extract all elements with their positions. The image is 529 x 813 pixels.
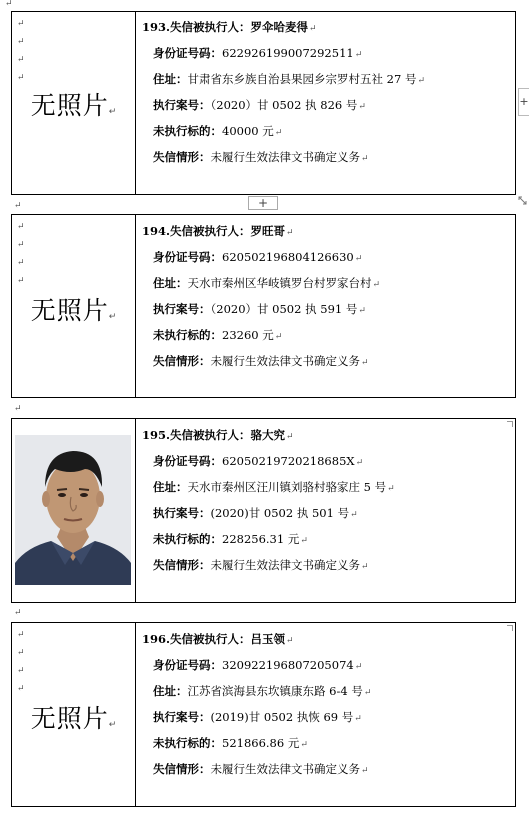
id-number: 身份证号码：62050219720218685X↵ [153, 454, 364, 468]
cell-corner-marker [507, 625, 513, 631]
insert-row-button[interactable]: + [248, 196, 278, 210]
photo-cell[interactable] [12, 623, 136, 806]
record-table-193 [11, 11, 516, 195]
info-cell[interactable] [136, 419, 515, 602]
table-resize-handle-icon[interactable] [518, 196, 527, 205]
paragraph-mark: ↵ [17, 240, 25, 250]
address: 住址：天水市秦州区华岐镇罗台村罗家台村↵ [153, 276, 381, 290]
photo-cell[interactable] [12, 215, 136, 397]
photo-cell[interactable] [12, 419, 136, 602]
info-cell[interactable] [136, 12, 515, 194]
paragraph-mark: ↵ [14, 608, 22, 618]
paragraph-mark: ↵ [17, 222, 25, 232]
info-cell[interactable] [136, 623, 515, 806]
dishonesty-situation: 失信情形：未履行生效法律文书确定义务↵ [153, 354, 369, 368]
paragraph-mark: ↵ [17, 37, 25, 47]
paragraph-mark: ↵ [14, 404, 22, 414]
paragraph-mark: ↵ [17, 276, 25, 286]
record-table-194 [11, 214, 516, 398]
dishonesty-situation: 失信情形：未履行生效法律文书确定义务↵ [153, 150, 369, 164]
paragraph-mark: ↵ [14, 201, 22, 211]
unexecuted-amount: 未执行标的：228256.31 元↵ [153, 532, 308, 546]
case-number: 执行案号：（2020）甘 0502 执 826 号↵ [153, 98, 366, 112]
photo-cell[interactable] [12, 12, 136, 194]
paragraph-mark: ↵ [5, 0, 13, 9]
debtor-title: 194.失信被执行人：罗旺哥↵ [142, 224, 294, 238]
cell-corner-marker [507, 421, 513, 427]
id-number: 身份证号码：622926199007292511↵ [153, 46, 363, 60]
address: 住址：天水市秦州区汪川镇刘骆村骆家庄 5 号↵ [153, 480, 395, 494]
address: 住址：甘肃省东乡族自治县果园乡宗罗村五社 27 号↵ [153, 72, 425, 86]
add-column-button[interactable]: + [518, 88, 529, 116]
debtor-title: 193.失信被执行人：罗伞哈麦得↵ [142, 20, 317, 34]
record-table-195 [11, 418, 516, 603]
dishonesty-situation: 失信情形：未履行生效法律文书确定义务↵ [153, 762, 369, 776]
record-table-196 [11, 622, 516, 807]
no-photo-label: 无照片↵ [30, 704, 117, 733]
id-number: 身份证号码：620502196804126630↵ [153, 250, 363, 264]
unexecuted-amount: 未执行标的：23260 元↵ [153, 328, 283, 342]
debtor-title: 196.失信被执行人：吕玉领↵ [142, 632, 294, 646]
debtor-portrait [15, 435, 131, 585]
info-cell[interactable] [136, 215, 515, 397]
paragraph-mark: ↵ [17, 648, 25, 658]
no-photo-label: 无照片↵ [30, 91, 117, 120]
address: 住址：江苏省滨海县东坎镇康东路 6-4 号↵ [153, 684, 372, 698]
dishonesty-situation: 失信情形：未履行生效法律文书确定义务↵ [153, 558, 369, 572]
paragraph-mark: ↵ [17, 630, 25, 640]
paragraph-mark: ↵ [17, 684, 25, 694]
paragraph-mark: ↵ [17, 55, 25, 65]
no-photo-label: 无照片↵ [30, 296, 117, 325]
case-number: 执行案号：(2020)甘 0502 执 501 号↵ [153, 506, 358, 520]
unexecuted-amount: 未执行标的：40000 元↵ [153, 124, 283, 138]
paragraph-mark: ↵ [17, 73, 25, 83]
paragraph-mark: ↵ [17, 19, 25, 29]
paragraph-mark: ↵ [17, 258, 25, 268]
debtor-title: 195.失信被执行人：骆大究↵ [142, 428, 294, 442]
paragraph-mark: ↵ [17, 666, 25, 676]
case-number: 执行案号：（2020）甘 0502 执 591 号↵ [153, 302, 366, 316]
case-number: 执行案号：(2019)甘 0502 执恢 69 号↵ [153, 710, 362, 724]
unexecuted-amount: 未执行标的：521866.86 元↵ [153, 736, 308, 750]
id-number: 身份证号码：320922196807205074↵ [153, 658, 363, 672]
